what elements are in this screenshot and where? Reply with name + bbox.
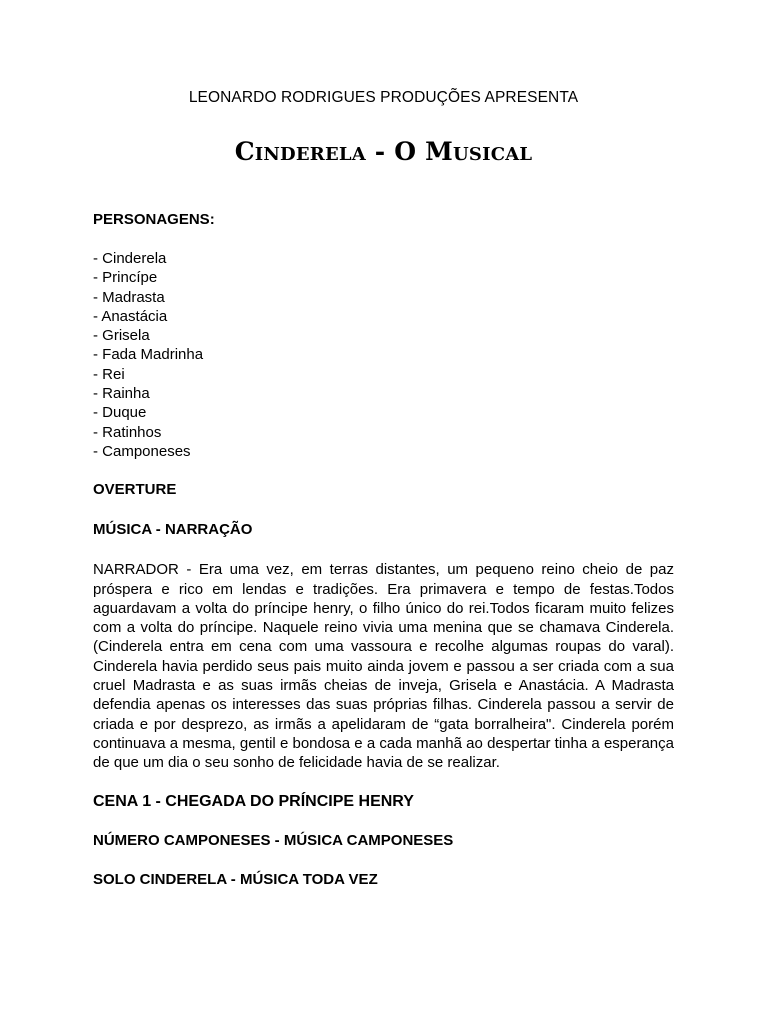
- solo-cinderela-heading: SOLO CINDERELA - MÚSICA TODA VEZ: [93, 870, 378, 888]
- character-item: - Camponeses: [93, 442, 191, 460]
- character-item: - Fada Madrinha: [93, 346, 204, 364]
- character-item: - Rei: [93, 365, 125, 383]
- music-narration-heading: MÚSICA - NARRAÇÃO: [93, 521, 253, 539]
- scene-1-heading: CENA 1 - CHEGADA DO PRÍNCIPE HENRY: [93, 792, 414, 810]
- presenter-line: LEONARDO RODRIGUES PRODUÇÕES APRESENTA: [188, 89, 579, 106]
- character-item: - Anastácia: [93, 307, 168, 325]
- character-item: - Grisela: [93, 327, 150, 345]
- character-item: - Ratinhos: [93, 423, 162, 441]
- character-item: - Madrasta: [93, 288, 165, 306]
- character-item: - Rainha: [93, 385, 150, 403]
- document-title: Cinderela - O Musical: [234, 137, 533, 166]
- character-item: - Princípe: [93, 269, 158, 287]
- characters-list: [93, 249, 674, 461]
- characters-heading: PERSONAGENS:: [93, 211, 215, 228]
- character-item: - Duque: [93, 404, 147, 422]
- overture-heading: OVERTURE: [93, 481, 177, 499]
- narration-paragraph: NARRADOR - Era uma vez, em terras distantes, um pequeno reino cheio de paz próspera e rico em lendas e tradições. Era primavera e tempo de festas.Todos aguardavam a volta do príncipe henry, o filho único do rei.Todos ficaram muito felizes com a volta do príncipe. Naquele reino vivia uma menina que se chamava Cinderela.(Cinderela entra em cena com uma vassoura e recolhe algumas roupas do varal). Cinderela havia perdido seus pais muito ainda jovem e passou a ser criada com a sua cruel Madrasta e as suas irmãs cheias de inveja, Grisela e Anastácia. A Madrasta defendia apenas os interesses das suas próprias filhas. Cinderela passou a servir de criada e por desprezo, as irmãs a apelidaram de “gata borralheira". Cinderela porém continuava a mesma, gentil e bondosa e a cada manhã ao despertar tinha a esperança de que um dia o seu sonho de felicidade havia de se realizar.: [93, 561, 674, 772]
- number-camponeses-heading: NÚMERO CAMPONESES - MÚSICA CAMPONESES: [93, 831, 454, 849]
- character-item: - Cinderela: [93, 250, 167, 267]
